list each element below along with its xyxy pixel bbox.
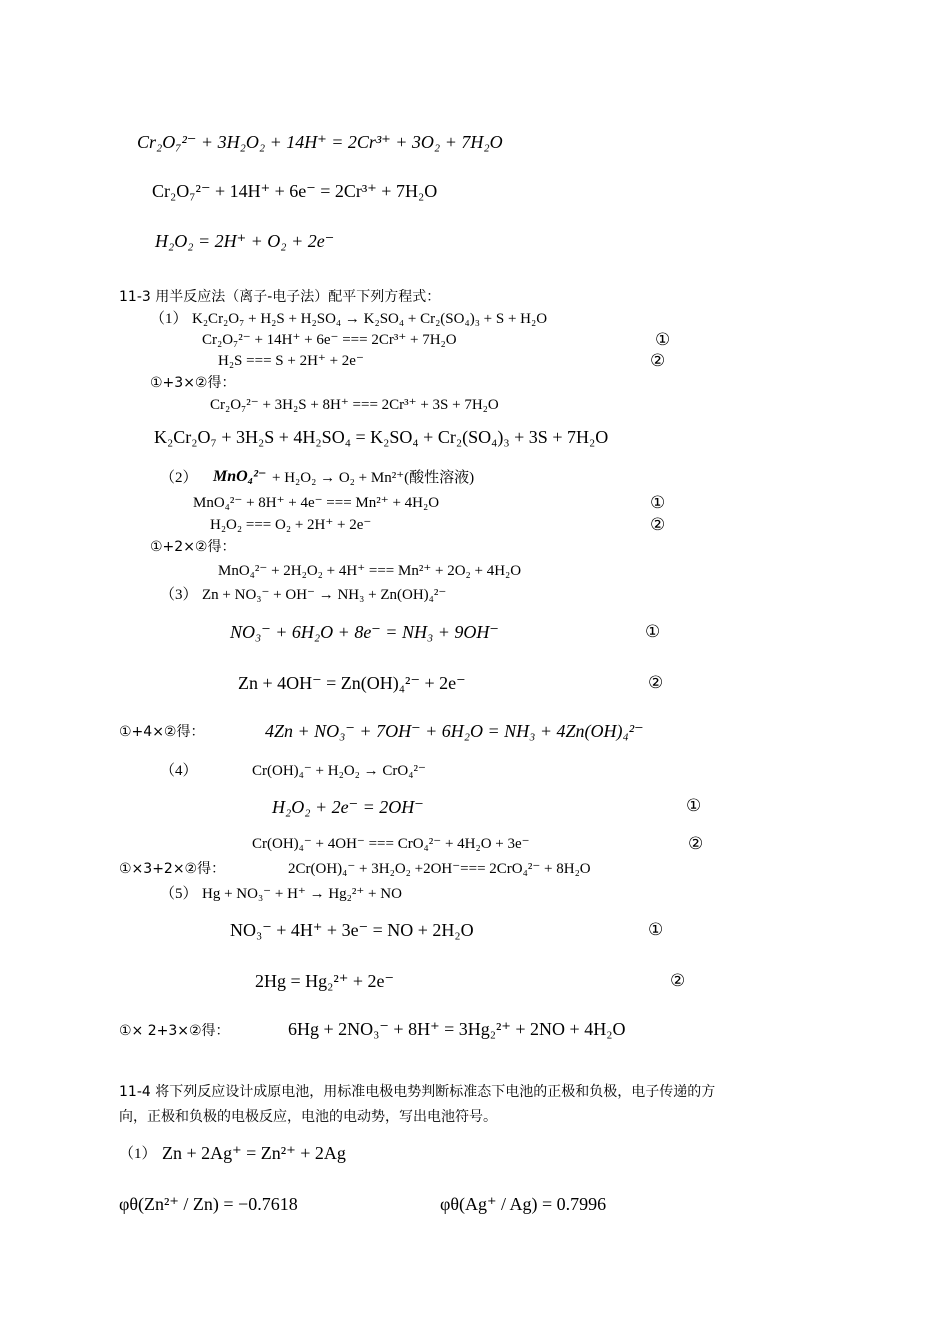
- item-4-result: 2Cr(OH)₄⁻ + 3H₂O₂ +2OH⁻=== 2CrO₄²⁻ + 8H₂O: [288, 861, 591, 877]
- marker-1: ①: [650, 493, 666, 513]
- item-2-combine: ①+2×②得：: [150, 539, 236, 555]
- item-5-label: （5）: [160, 886, 198, 902]
- item-3-result: 4Zn + NO₃⁻ + 7OH⁻ + 6H₂O = NH₃ + 4Zn(OH)₄²⁻: [265, 721, 644, 741]
- marker-2: ②: [670, 971, 686, 991]
- item-1-label: （1）: [150, 311, 188, 327]
- item-1-combine: ①+3×②得：: [150, 375, 236, 391]
- item-5-result: 6Hg + 2NO₃⁻ + 8H⁺ = 3Hg₂²⁺ + 2NO + 4H₂O: [288, 1019, 626, 1039]
- item-3-half-1: NO₃⁻ + 6H₂O + 8e⁻ = NH₃ + 9OH⁻: [230, 622, 499, 642]
- item-5-half-2: 2Hg = Hg₂²⁺ + 2e⁻: [255, 971, 394, 991]
- question-11-4-line-1: 11-4 将下列反应设计成原电池，用标准电极电势判断标准态下电池的正极和负极，电子传递的方: [119, 1084, 716, 1100]
- equation-dichromate-half: Cr₂O₇²⁻ + 14H⁺ + 6e⁻ = 2Cr³⁺ + 7H₂O: [152, 181, 438, 201]
- question-11-3-title: 11-3 用半反应法（离子-电子法）配平下列方程式：: [119, 289, 441, 305]
- equation-dichromate-peroxide: Cr₂O₇²⁻ + 3H₂O₂ + 14H⁺ = 2Cr³⁺ + 3O₂ + 7H₂O: [137, 132, 503, 152]
- item-1-half-2: H₂S === S + 2H⁺ + 2e⁻: [218, 353, 364, 369]
- marker-2: ②: [650, 515, 666, 535]
- item-5-reaction: Hg + NO₃⁻ + H⁺ → Hg₂²⁺ + NO: [202, 886, 402, 902]
- item-4-half-1: H₂O₂ + 2e⁻ = 2OH⁻: [272, 797, 424, 817]
- item-3-half-2: Zn + 4OH⁻ = Zn(OH)₄²⁻ + 2e⁻: [238, 673, 466, 693]
- marker-1: ①: [686, 796, 702, 816]
- marker-2: ②: [648, 673, 664, 693]
- question-11-4-item-1-label: （1）: [119, 1146, 157, 1162]
- item-2-reaction: + H₂O₂ → O₂ + Mn²⁺(酸性溶液): [272, 470, 475, 486]
- item-2-result: MnO₄²⁻ + 2H₂O₂ + 4H⁺ === Mn²⁺ + 2O₂ + 4H₂O: [218, 563, 522, 579]
- item-4-half-2: Cr(OH)₄⁻ + 4OH⁻ === CrO₄²⁻ + 4H₂O + 3e⁻: [252, 836, 530, 852]
- item-3-label: （3）: [160, 587, 198, 603]
- item-1-ionic-result: Cr₂O₇²⁻ + 3H₂S + 8H⁺ === 2Cr³⁺ + 3S + 7H₂O: [210, 397, 499, 413]
- item-2-species: MnO₄²⁻: [213, 468, 267, 485]
- item-2-half-1: MnO₄²⁻ + 8H⁺ + 4e⁻ === Mn²⁺ + 4H₂O: [193, 495, 440, 511]
- item-2-half-2: H₂O₂ === O₂ + 2H⁺ + 2e⁻: [210, 517, 372, 533]
- marker-1: ①: [655, 330, 671, 350]
- item-5-combine: ①× 2+3×②得：: [119, 1023, 230, 1039]
- marker-1: ①: [648, 920, 664, 940]
- question-11-4-item-1-reaction: Zn + 2Ag⁺ = Zn²⁺ + 2Ag: [162, 1143, 346, 1163]
- marker-1: ①: [645, 622, 661, 642]
- item-1-molecular-result: K₂Cr₂O₇ + 3H₂S + 4H₂SO₄ = K₂SO₄ + Cr₂(SO₄)₃ + 3S + 7H₂O: [154, 427, 609, 447]
- item-5-half-1: NO₃⁻ + 4H⁺ + 3e⁻ = NO + 2H₂O: [230, 920, 474, 940]
- item-2-label: （2）: [160, 470, 198, 486]
- item-4-combine: ①×3+2×②得：: [119, 861, 226, 877]
- item-3-combine: ①+4×②得：: [119, 724, 205, 740]
- item-1-reaction: K₂Cr₂O₇ + H₂S + H₂SO₄ → K₂SO₄ + Cr₂(SO₄)₃ + S + H₂O: [192, 311, 548, 327]
- marker-2: ②: [688, 834, 704, 854]
- potential-ag: φθ(Ag⁺ / Ag) = 0.7996: [440, 1194, 607, 1214]
- item-4-label: （4）: [160, 763, 198, 779]
- item-1-half-1: Cr₂O₇²⁻ + 14H⁺ + 6e⁻ === 2Cr³⁺ + 7H₂O: [202, 332, 457, 348]
- equation-peroxide-half: H₂O₂ = 2H⁺ + O₂ + 2e⁻: [155, 231, 335, 251]
- potential-zn: φθ(Zn²⁺ / Zn) = −0.7618: [119, 1194, 298, 1214]
- marker-2: ②: [650, 351, 666, 371]
- item-4-reaction: Cr(OH)₄⁻ + H₂O₂ → CrO₄²⁻: [252, 763, 426, 779]
- item-3-reaction: Zn + NO₃⁻ + OH⁻ → NH₃ + Zn(OH)₄²⁻: [202, 587, 447, 603]
- question-11-4-line-2: 向，正极和负极的电极反应，电池的电动势，写出电池符号。: [119, 1109, 497, 1125]
